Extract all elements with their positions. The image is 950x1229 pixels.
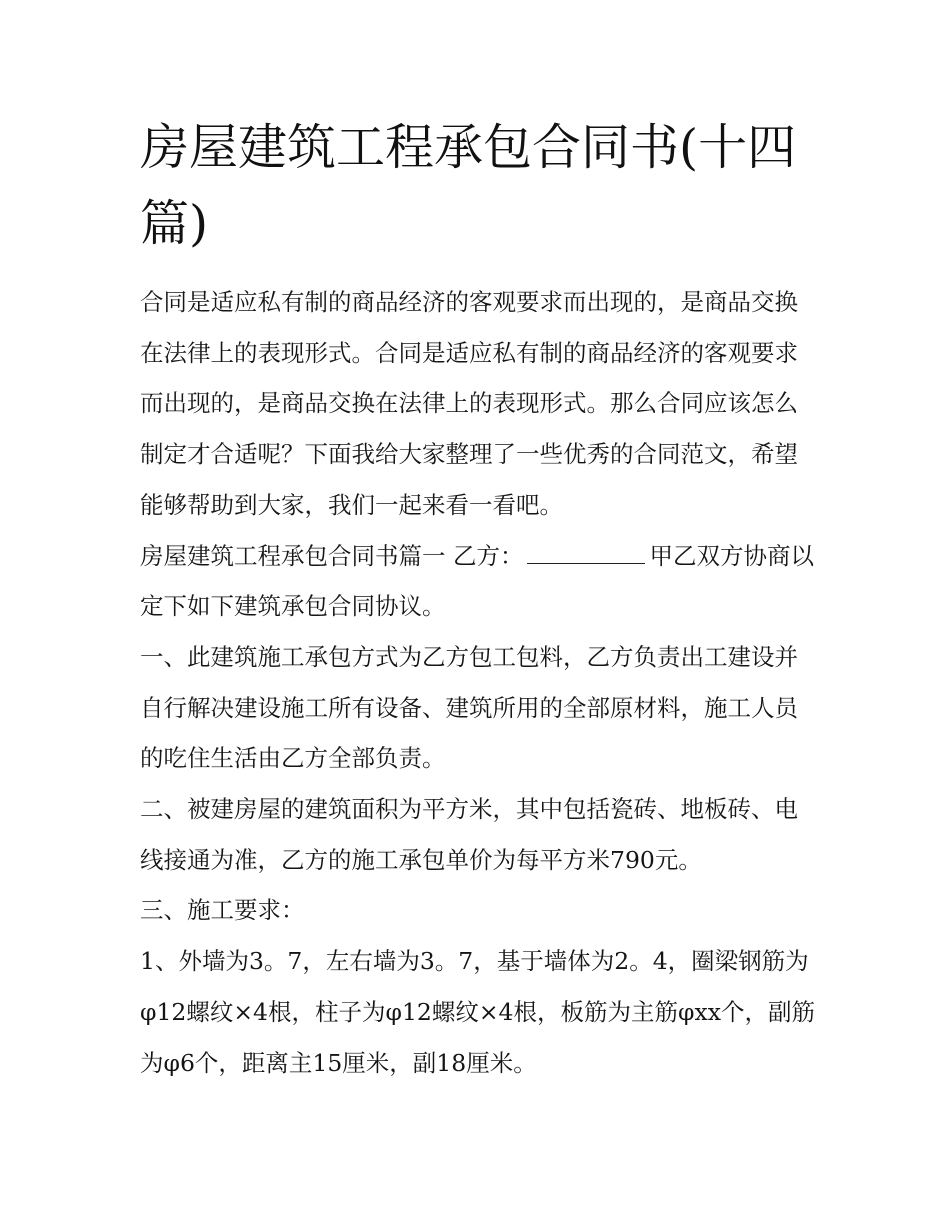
section-heading: 房屋建筑工程承包合同书篇一 乙方： bbox=[140, 541, 524, 570]
section-heading-paragraph bbox=[140, 531, 815, 632]
clause-3: 三、施工要求： bbox=[140, 896, 305, 925]
clause-3-item-1: 1、外墙为3。7，左右墙为3。7，基于墙体为2。4，圈梁钢筋为φ12螺纹×4根，柱子为φ12螺纹×4根，板筋为主筋φxx个，副筋为φ6个，距离主15厘米，副18厘米。 bbox=[140, 947, 815, 1077]
section-heading-tail: 甲乙双方协商以定下如下建筑承包合同协议。 bbox=[140, 541, 814, 621]
clause-2: 二、被建房屋的建筑面积为平方米，其中包括瓷砖、地板砖、电线接通为准，乙方的施工承包单价为每平方米790元。 bbox=[140, 795, 798, 874]
blank-line bbox=[527, 547, 645, 564]
clause-1: 一、此建筑施工承包方式为乙方包工包料，乙方负责出工建设并自行解决建设施工所有设备、建筑所用的全部原材料，施工人员的吃住生活由乙方全部负责。 bbox=[140, 642, 798, 773]
intro-paragraph: 合同是适应私有制的商品经济的客观要求而出现的，是商品交换在法律上的表现形式。合同是适应私有制的商品经济的客观要求而出现的，是商品交换在法律上的表现形式。那么合同应该怎么制定才合适呢？下面我给大家整理了一些优秀的合同范文，希望能够帮助到大家，我们一起来看一看吧。 bbox=[140, 288, 798, 519]
document-body bbox=[140, 277, 815, 1088]
document-title: 房屋建筑工程承包合同书(十四篇) bbox=[140, 119, 797, 252]
